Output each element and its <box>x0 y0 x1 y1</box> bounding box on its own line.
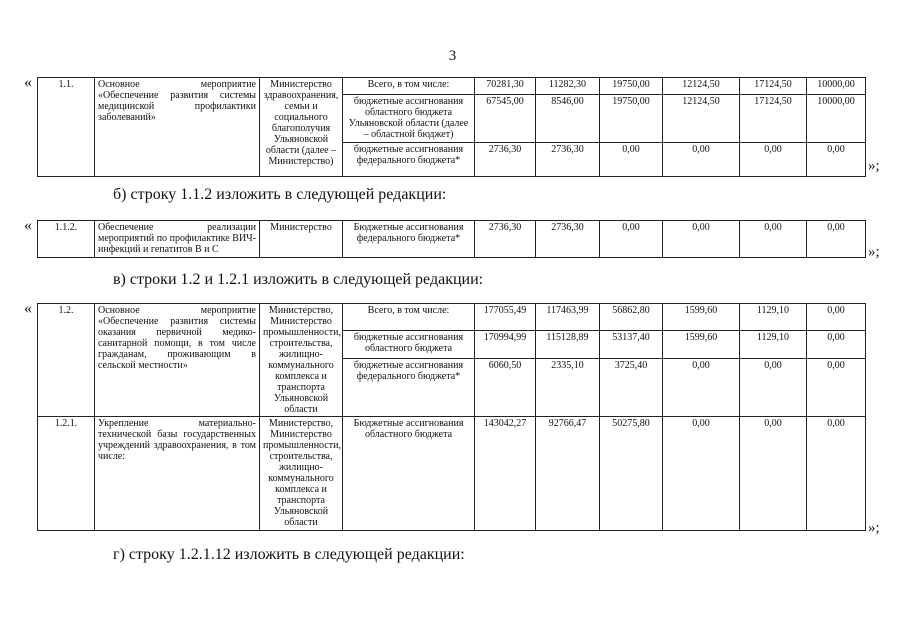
value-cell: 117463,99 <box>536 304 600 331</box>
value-cell: 6060,50 <box>475 359 536 417</box>
value-cell: 17124,50 <box>740 95 807 143</box>
value-cell: 143042,27 <box>475 417 536 531</box>
value-cell: 0,00 <box>740 359 807 417</box>
value-cell: 10000,00 <box>807 78 866 95</box>
value-cell: 0,00 <box>663 143 740 177</box>
row-number: 1.2.1. <box>38 417 95 531</box>
value-cell: 53137,40 <box>600 331 663 359</box>
value-cell: 2736,30 <box>475 221 536 258</box>
value-cell: 0,00 <box>663 417 740 531</box>
table-row-1-1 <box>37 77 866 177</box>
value-cell: 0,00 <box>600 221 663 258</box>
value-cell: 19750,00 <box>600 95 663 143</box>
responsible-executor: Министерство, Министерство промышленности, строительства, жилищно-коммунального комплекса и транспорта Ульяновской области <box>260 304 343 417</box>
measure-name: Основное мероприятие «Обеспечение развития системы оказания первичной медико-санитарной помощи, в том числе гражданам, проживающим в сельской местности» <box>95 304 260 417</box>
value-cell: 10000,00 <box>807 95 866 143</box>
page-number: 3 <box>448 48 457 64</box>
value-cell: 12124,50 <box>663 95 740 143</box>
value-cell: 0,00 <box>740 221 807 258</box>
caption-v: в) строки 1.2 и 1.2.1 изложить в следующей редакции: <box>113 271 484 288</box>
quote-open: « <box>24 74 32 91</box>
funding-source: Бюджетные ассигнования областного бюджета <box>343 417 475 531</box>
value-cell: 0,00 <box>740 417 807 531</box>
value-cell: 0,00 <box>600 143 663 177</box>
value-cell: 2335,10 <box>536 359 600 417</box>
quote-close: »; <box>868 158 880 174</box>
value-cell: 0,00 <box>807 331 866 359</box>
value-cell: 92766,47 <box>536 417 600 531</box>
value-cell: 2736,30 <box>536 143 600 177</box>
value-cell: 56862,80 <box>600 304 663 331</box>
table-rows-1-2 <box>37 303 866 531</box>
value-cell: 17124,50 <box>740 78 807 95</box>
value-cell: 0,00 <box>740 143 807 177</box>
value-cell: 177055,49 <box>475 304 536 331</box>
funding-source: бюджетные ассигнования областного бюджета <box>343 331 475 359</box>
value-cell: 0,00 <box>663 221 740 258</box>
funding-source: Всего, в том числе: <box>343 304 475 331</box>
funding-source: бюджетные ассигнования федерального бюджета* <box>343 359 475 417</box>
responsible-executor: Министерство здравоохранения, семьи и социального благополучия Ульяновской области (далее – Министерство) <box>260 78 343 177</box>
value-cell: 0,00 <box>807 417 866 531</box>
quote-open: « <box>24 217 32 234</box>
value-cell: 170994,99 <box>475 331 536 359</box>
funding-source: бюджетные ассигнования федерального бюджета* <box>343 143 475 177</box>
quote-close: »; <box>868 520 880 536</box>
row-number: 1.2. <box>38 304 95 417</box>
funding-source: Бюджетные ассигнования федерального бюджета* <box>343 221 475 258</box>
responsible-executor: Министерство <box>260 221 343 258</box>
value-cell: 0,00 <box>663 359 740 417</box>
value-cell: 50275,80 <box>600 417 663 531</box>
value-cell: 12124,50 <box>663 78 740 95</box>
value-cell: 1129,10 <box>740 331 807 359</box>
value-cell: 0,00 <box>807 143 866 177</box>
value-cell: 11282,30 <box>536 78 600 95</box>
funding-source: бюджетные ассигнования областного бюджета Ульяновской области (далее – областной бюджет) <box>343 95 475 143</box>
quote-close: »; <box>868 244 880 260</box>
value-cell: 3725,40 <box>600 359 663 417</box>
row-number: 1.1. <box>38 78 95 177</box>
table-row-1-1-2 <box>37 220 866 258</box>
value-cell: 70281,30 <box>475 78 536 95</box>
caption-g: г) строку 1.2.1.12 изложить в следующей редакции: <box>113 546 465 563</box>
value-cell: 8546,00 <box>536 95 600 143</box>
value-cell: 0,00 <box>807 359 866 417</box>
value-cell: 115128,89 <box>536 331 600 359</box>
value-cell: 1599,60 <box>663 304 740 331</box>
measure-name: Основное мероприятие «Обеспечение развития системы медицинской профилактики заболеваний» <box>95 78 260 177</box>
value-cell: 2736,30 <box>536 221 600 258</box>
measure-name: Укрепление материально-технической базы государственных учреждений здравоохранения, в том числе: <box>95 417 260 531</box>
measure-name: Обеспечение реализации мероприятий по профилактике ВИЧ-инфекций и гепатитов В и С <box>95 221 260 258</box>
value-cell: 19750,00 <box>600 78 663 95</box>
value-cell: 1129,10 <box>740 304 807 331</box>
value-cell: 1599,60 <box>663 331 740 359</box>
value-cell: 0,00 <box>807 221 866 258</box>
value-cell: 67545,00 <box>475 95 536 143</box>
quote-open: « <box>24 300 32 317</box>
value-cell: 2736,30 <box>475 143 536 177</box>
funding-source: Всего, в том числе: <box>343 78 475 95</box>
row-number: 1.1.2. <box>38 221 95 258</box>
responsible-executor: Министерство, Министерство промышленности, строительства, жилищно-коммунального комплекса и транспорта Ульяновской области <box>260 417 343 531</box>
value-cell: 0,00 <box>807 304 866 331</box>
caption-b: б) строку 1.1.2 изложить в следующей редакции: <box>113 186 447 203</box>
